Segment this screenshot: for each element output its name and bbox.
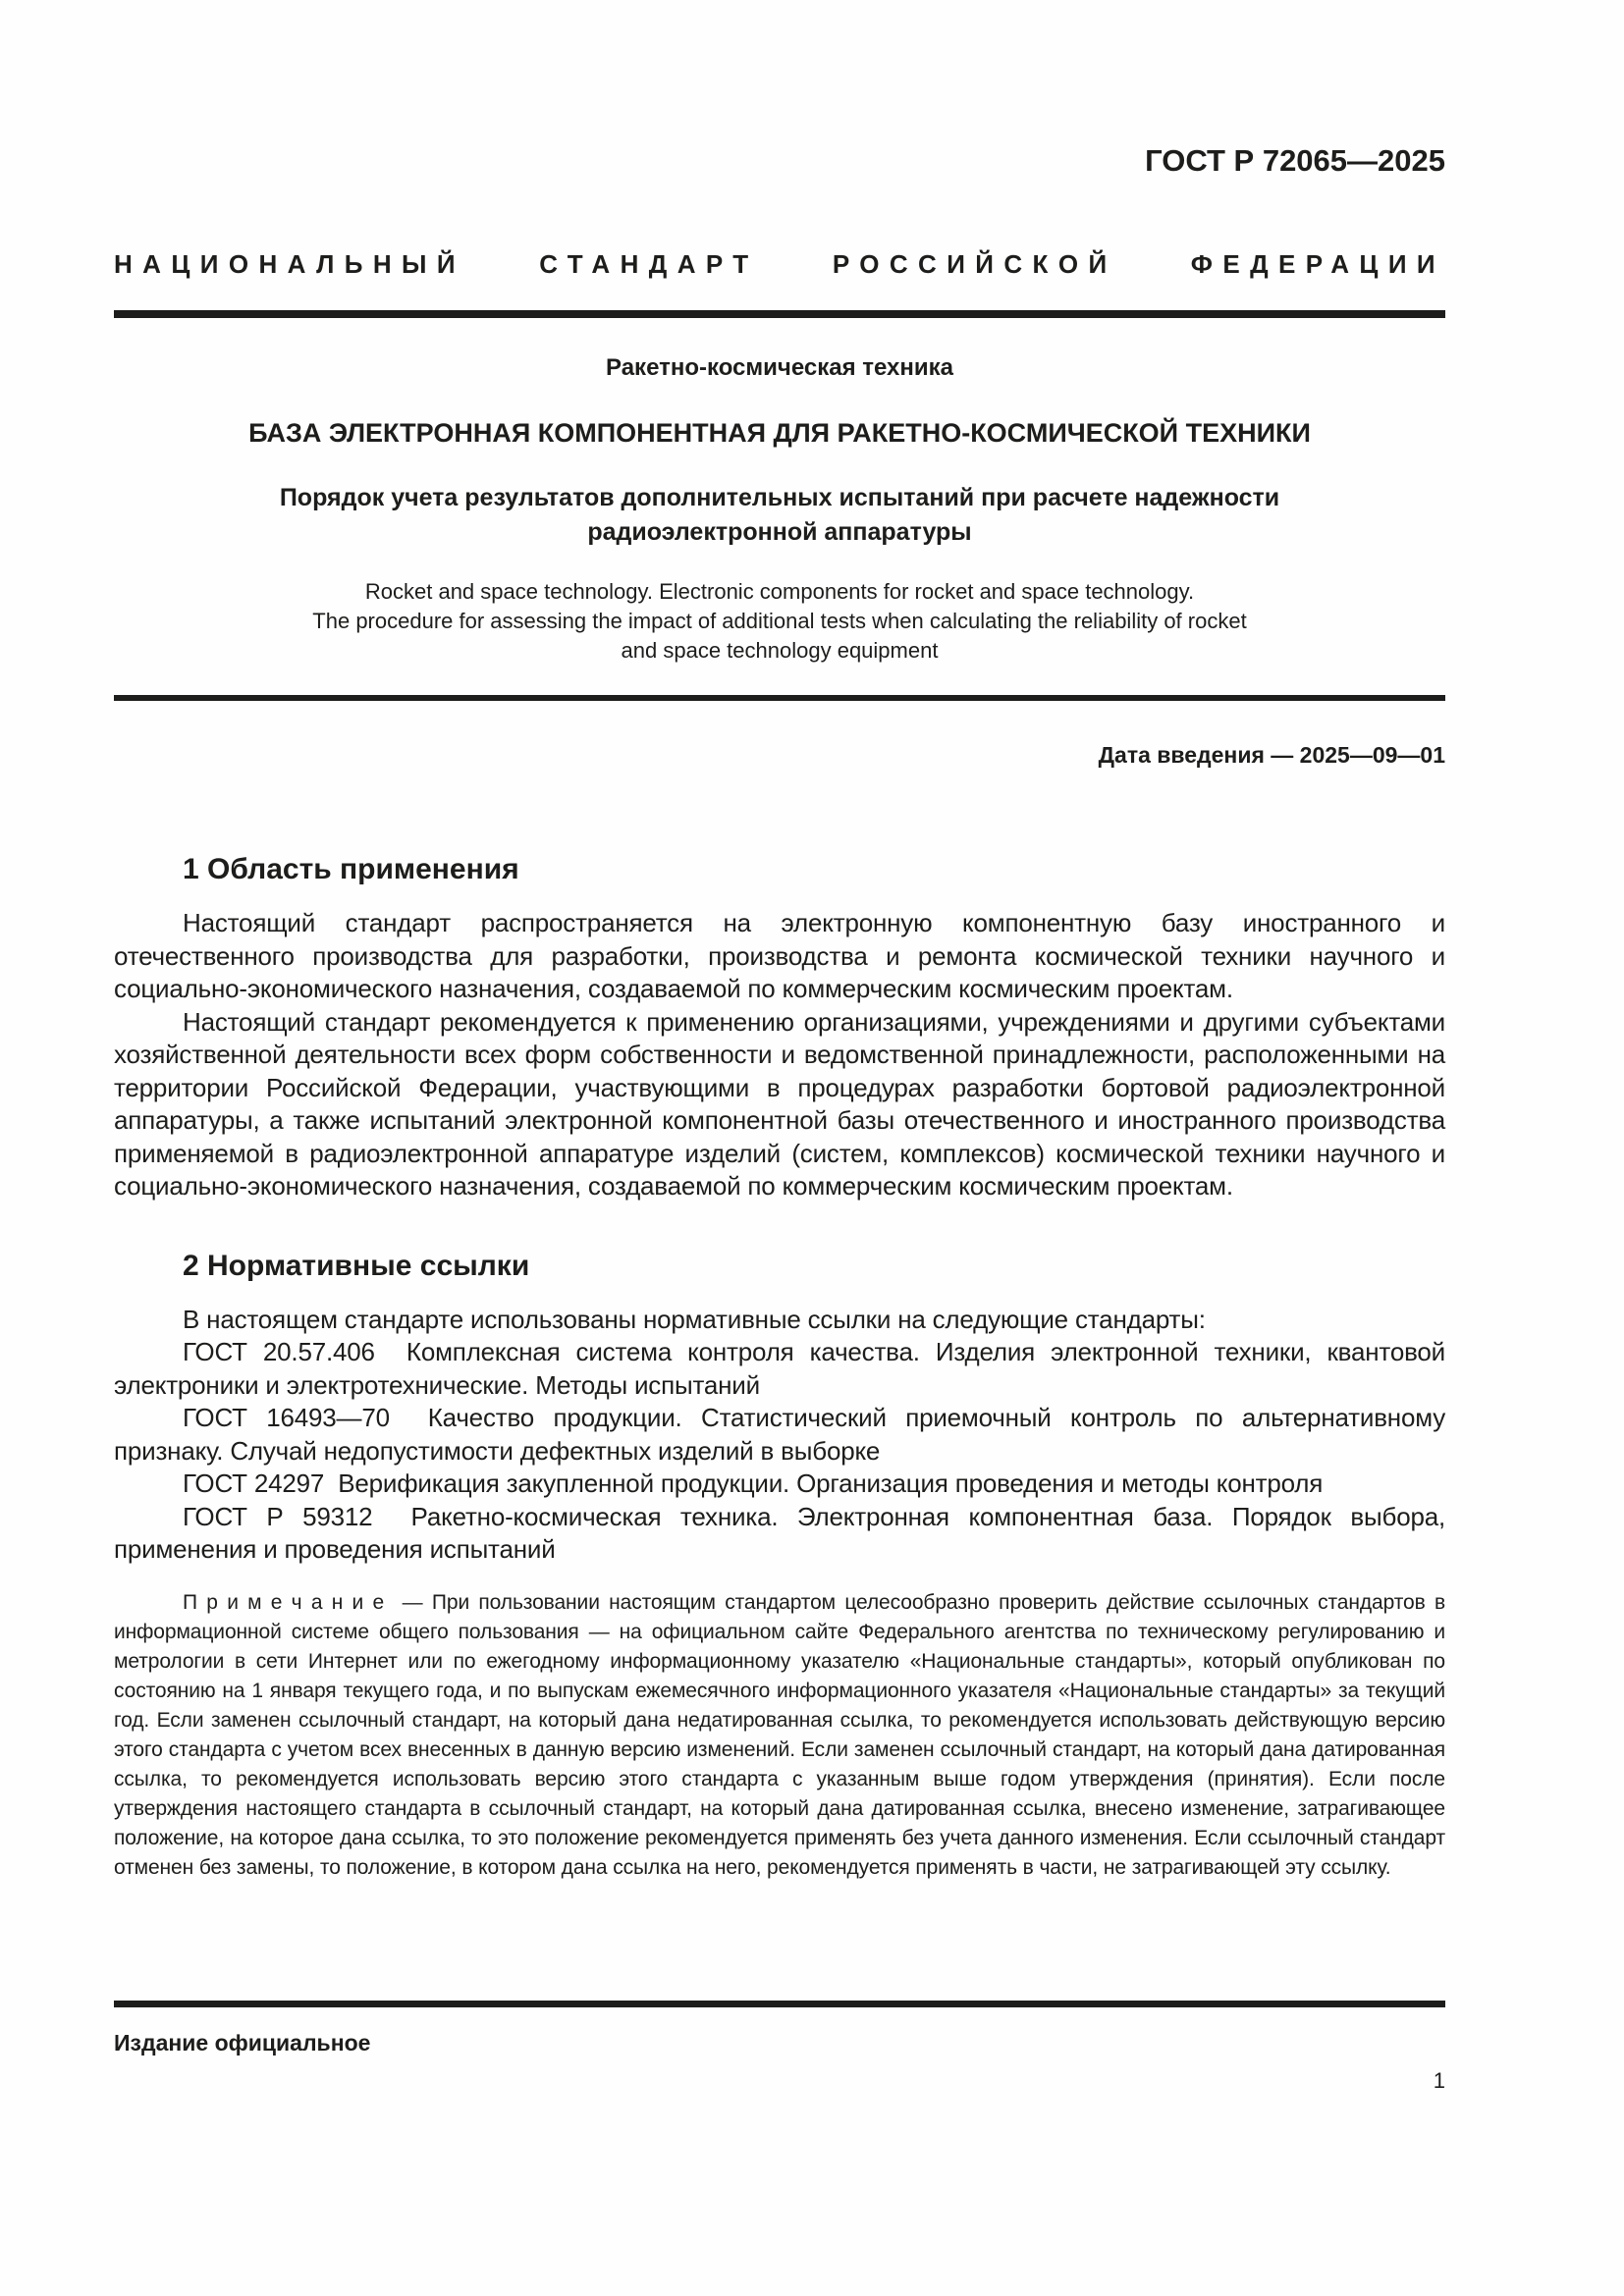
subtitle-line-2: радиоэлектронной аппаратуры [587, 518, 972, 546]
reference-item-3: ГОСТ 24297 Верификация закупленной продукции. Организация проведения и методы контроля [183, 1468, 1324, 1498]
footer-rule [114, 2001, 1445, 2007]
section-2-intro: В настоящем стандарте использованы нормативные ссылки на следующие стандарты: [183, 1304, 1206, 1334]
subtitle [114, 481, 1445, 550]
doc-number: ГОСТ Р 72065—2025 [1145, 143, 1445, 178]
header-rule [114, 310, 1445, 318]
note-paragraph: П р и м е ч а н и е — При пользовании настоящим стандартом целесообразно проверить действие ссылочных стандартов в информационной системе общего пользования — на официальном сайте Федерального агентства по техническому регулированию и метрологии в сети Интернет или по ежегодному информационному указателю «Национальные стандарты», который опубликован по состоянию на 1 января текущего года, и по выпускам ежемесячного информационного указателя «Национальные стандарты» за текущий год. Если заменен ссылочный стандарт, на который дана недатированная ссылка, то рекомендуется использовать действующую версию этого стандарта с учетом всех внесенных в данную версию изменений. Если заменен ссылочный стандарт, на который дана датированная ссылка, то рекомендуется использовать версию этого стандарта с указанным выше годом утверждения (принятия). Если после утверждения настоящего стандарта в ссылочный стандарт, на который дана датированная ссылка, внесено изменение, затрагивающее положение, на которое дана ссылка, то это положение рекомендуется применять без учета данного изменения. Если ссылочный стандарт отменен без замены, то положение, в котором дана ссылка на него, рекомендуется применять в части, не затрагивающей эту ссылку. [114, 1590, 1445, 1879]
section-1-paragraph-2: Настоящий стандарт рекомендуется к применению организациями, учреждениями и другими субъектами хозяйственной деятельности всех форм собственности и ведомственной принадлежности, расположенными на территории Российской Федерации, участвующими в процедурах разработки бортовой радиоэлектронной аппаратуры, а также испытаний электронной компонентной базы отечественного и иностранного производства применяемой в радиоэлектронной аппаратуре изделий (систем, комплексов) космической техники научного и социально-экономического назначения, создаваемой по коммерческим космическим проектам. [114, 1006, 1445, 1201]
reference-item-1: ГОСТ 20.57.406 Комплексная система контроля качества. Изделия электронной техники, квантовой электроники и электротехнические. Методы испытаний [114, 1337, 1445, 1400]
section-2-heading: 2 Нормативные ссылки [183, 1249, 530, 1282]
page-content [114, 0, 1445, 1883]
official-edition-label: Издание официальное [114, 2030, 371, 2056]
main-title: БАЗА ЭЛЕКТРОННАЯ КОМПОНЕНТНАЯ ДЛЯ РАКЕТНО-КОСМИЧЕСКОЙ ТЕХНИКИ [248, 418, 1311, 448]
reference-item-2: ГОСТ 16493—70 Качество продукции. Статистический приемочный контроль по альтернативному признаку. Случай недопустимости дефектных изделий в выборке [114, 1403, 1445, 1466]
subject-title: Ракетно-космическая техника [606, 354, 953, 381]
reference-item-4: ГОСТ Р 59312 Ракетно-космическая техника. Электронная компонентная база. Порядок выбора, применения и проведения испытаний [114, 1501, 1445, 1564]
page-number: 1 [1433, 2068, 1445, 2093]
english-title [114, 577, 1445, 666]
title-rule [114, 695, 1445, 701]
english-title-line-2: The procedure for assessing the impact of additional tests when calculating the reliability of rocket [312, 609, 1247, 633]
introduction-date: Дата введения — 2025—09—01 [1098, 742, 1445, 768]
english-title-line-3: and space technology equipment [621, 638, 939, 663]
english-title-line-1: Rocket and space technology. Electronic components for rocket and space technology. [364, 579, 1195, 604]
national-standard-banner: НАЦИОНАЛЬНЫЙ СТАНДАРТ РОССИЙСКОЙ ФЕДЕРАЦИИ [114, 249, 1445, 279]
subtitle-line-1: Порядок учета результатов дополнительных испытаний при расчете надежности [279, 484, 1280, 511]
section-1-heading: 1 Область применения [183, 853, 519, 885]
section-1-paragraph-1: Настоящий стандарт распространяется на электронную компонентную базу иностранного и отечественного производства для разработки, производства и ремонта космической техники научного и социально-экономического назначения, создаваемой по коммерческим космическим проектам. [114, 908, 1445, 1003]
